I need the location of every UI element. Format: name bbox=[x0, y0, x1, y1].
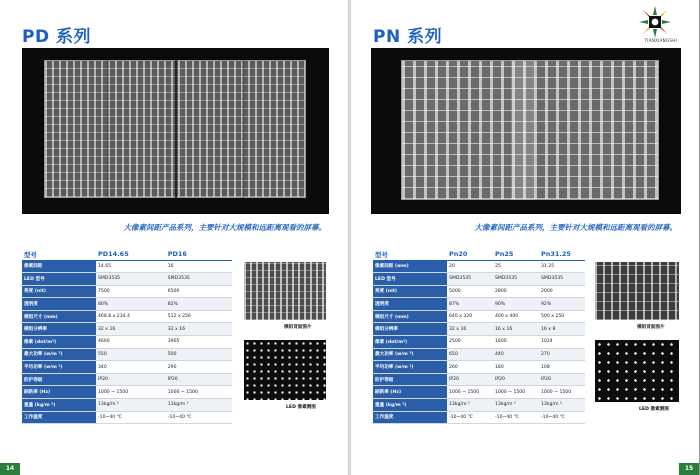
spec-value: 5000 bbox=[447, 285, 493, 298]
spec-value: 2800 bbox=[493, 285, 539, 298]
spec-row bbox=[22, 273, 232, 286]
spec-value: IP20 bbox=[493, 373, 539, 386]
spec-row bbox=[373, 361, 585, 374]
spec-value: SMD3535 bbox=[539, 273, 585, 286]
spec-value: 1000 ~ 1500 bbox=[539, 386, 585, 399]
page-number: 15 bbox=[679, 463, 699, 475]
spec-row bbox=[373, 273, 585, 286]
spec-value: 2500 bbox=[447, 336, 493, 349]
spec-value: 108 bbox=[539, 361, 585, 374]
spec-value: SMD3535 bbox=[166, 273, 232, 286]
series-slogan: 大像素间距产品系列，主要针对大规模和远距离观看的屏幕。 bbox=[123, 223, 326, 232]
spec-value: SMD3535 bbox=[96, 273, 166, 286]
spec-row bbox=[373, 411, 585, 424]
spec-header-model: Pn20 bbox=[447, 249, 493, 260]
spec-value: 6500 bbox=[166, 285, 232, 298]
spec-row bbox=[22, 373, 232, 386]
spec-label: 像素间距 (mm) bbox=[373, 260, 447, 273]
spec-value: 512 x 256 bbox=[166, 310, 232, 323]
spec-value: IP20 bbox=[166, 373, 232, 386]
spec-row bbox=[22, 260, 232, 273]
spec-value: 1000 ~ 1500 bbox=[447, 386, 493, 399]
right-page bbox=[351, 0, 699, 475]
spec-value: 13kg/m ² bbox=[539, 399, 585, 412]
spec-value: IP20 bbox=[96, 373, 166, 386]
spec-value: 1024 bbox=[539, 336, 585, 349]
spec-value: 25 bbox=[493, 260, 539, 273]
spec-value: 1000 ~ 1500 bbox=[166, 386, 232, 399]
spec-header-model: Pn31.25 bbox=[539, 249, 585, 260]
spec-value: 7500 bbox=[96, 285, 166, 298]
spec-value: 92% bbox=[539, 298, 585, 311]
logo-text: TIANXIANGSHI bbox=[644, 38, 677, 43]
spec-row bbox=[373, 399, 585, 412]
spec-value: -10~40 ℃ bbox=[447, 411, 493, 424]
spec-label: 亮度 (nit) bbox=[22, 285, 96, 298]
spec-value: 640 x 320 bbox=[447, 310, 493, 323]
spec-value: 13kg/m ² bbox=[447, 399, 493, 412]
spec-value: 16 x 8 bbox=[539, 323, 585, 336]
panel-highlight bbox=[511, 60, 535, 200]
spec-value: 13kg/m ² bbox=[96, 399, 166, 412]
spec-value: 1000 ~ 1500 bbox=[96, 386, 166, 399]
spec-row bbox=[373, 310, 585, 323]
product-photo-pn bbox=[371, 48, 681, 214]
spec-label: 平均功率 (w/m ²) bbox=[22, 361, 96, 374]
spec-header-row bbox=[22, 249, 232, 260]
spec-row bbox=[373, 285, 585, 298]
led-pixel-thumbnail bbox=[595, 340, 679, 402]
led-pixel-thumbnail bbox=[244, 340, 326, 400]
spec-value: SMD3535 bbox=[447, 273, 493, 286]
spec-value: 87% bbox=[447, 298, 493, 311]
spec-value: 468.8 x 234.4 bbox=[96, 310, 166, 323]
spec-value: -10~40 ℃ bbox=[166, 411, 232, 424]
spec-value: 270 bbox=[539, 348, 585, 361]
spec-header-model: PD14.65 bbox=[96, 249, 166, 260]
spec-value: 500 bbox=[166, 348, 232, 361]
spec-value: 13kg/m ² bbox=[493, 399, 539, 412]
panel-seam bbox=[107, 60, 109, 198]
spec-label: 防护等级 bbox=[22, 373, 96, 386]
spec-value: 650 bbox=[447, 348, 493, 361]
spec-label: 亮度 (nit) bbox=[373, 285, 447, 298]
panel-seam bbox=[175, 60, 177, 198]
spec-value: 16 x 16 bbox=[493, 323, 539, 336]
spec-header-label: 型号 bbox=[22, 249, 96, 260]
spec-row bbox=[22, 336, 232, 349]
spec-label: 像素 (dot/m²) bbox=[373, 336, 447, 349]
spec-label: 重量 (kg/m ²) bbox=[22, 399, 96, 412]
spec-label: 模组分辨率 bbox=[22, 323, 96, 336]
spec-label: 刷新率 (Hz) bbox=[22, 386, 96, 399]
spec-label: 平均功率 (w/m ²) bbox=[373, 361, 447, 374]
spec-value: -10~40 ℃ bbox=[539, 411, 585, 424]
thumbnail-caption: 模组背面图片 bbox=[284, 325, 312, 330]
spec-header-row bbox=[373, 249, 585, 260]
spec-header-model: PD16 bbox=[166, 249, 232, 260]
spec-header-model: Pn25 bbox=[493, 249, 539, 260]
spec-row bbox=[373, 323, 585, 336]
spec-value: 90% bbox=[493, 298, 539, 311]
spec-row bbox=[22, 399, 232, 412]
spec-value: 340 bbox=[96, 361, 166, 374]
module-back-thumbnail bbox=[244, 262, 326, 320]
spec-label: 防护等级 bbox=[373, 373, 447, 386]
spec-row bbox=[22, 348, 232, 361]
spec-table-pd bbox=[22, 249, 232, 424]
spec-row bbox=[373, 386, 585, 399]
sun-star-logo-icon bbox=[639, 6, 671, 38]
spec-value: SMD3535 bbox=[493, 273, 539, 286]
spec-value: 32 x 16 bbox=[96, 323, 166, 336]
spec-value: 13kg/m ² bbox=[166, 399, 232, 412]
spec-value: 14.65 bbox=[96, 260, 166, 273]
spec-row bbox=[373, 348, 585, 361]
spec-row bbox=[373, 298, 585, 311]
spec-label: 模组尺寸 (mm) bbox=[22, 310, 96, 323]
spec-row bbox=[373, 336, 585, 349]
spec-value: IP20 bbox=[447, 373, 493, 386]
spec-value: 3905 bbox=[166, 336, 232, 349]
spec-value: 1000 ~ 1500 bbox=[493, 386, 539, 399]
spec-row bbox=[22, 285, 232, 298]
thumbnail-caption: 模组背面图片 bbox=[637, 325, 665, 330]
spec-header-label: 型号 bbox=[373, 249, 447, 260]
spec-label: 刷新率 (Hz) bbox=[373, 386, 447, 399]
spec-row bbox=[22, 411, 232, 424]
spec-value: 16 bbox=[166, 260, 232, 273]
spec-label: 工作温度 bbox=[373, 411, 447, 424]
module-back-thumbnail bbox=[595, 262, 679, 320]
spec-value: 260 bbox=[447, 361, 493, 374]
spec-label: 最大功率 (w/m ²) bbox=[22, 348, 96, 361]
spec-label: 模组尺寸 (mm) bbox=[373, 310, 447, 323]
spec-value: 32 x 16 bbox=[166, 323, 232, 336]
spec-label: 透明度 bbox=[22, 298, 96, 311]
spec-value: 82% bbox=[166, 298, 232, 311]
spec-row bbox=[22, 298, 232, 311]
spec-label: LED 型号 bbox=[373, 273, 447, 286]
spec-label: 像素 (dot/m²) bbox=[22, 336, 96, 349]
spec-row bbox=[22, 386, 232, 399]
spec-label: 工作温度 bbox=[22, 411, 96, 424]
page-number: 14 bbox=[0, 463, 20, 475]
spec-row bbox=[22, 310, 232, 323]
spec-row bbox=[373, 373, 585, 386]
spec-value: 440 bbox=[493, 348, 539, 361]
spec-label: 模组分辨率 bbox=[373, 323, 447, 336]
spec-label: LED 型号 bbox=[22, 273, 96, 286]
spec-value: 550 bbox=[96, 348, 166, 361]
spec-label: 像素间距 bbox=[22, 260, 96, 273]
page-title: PD 系列 bbox=[22, 27, 91, 47]
spec-value: 4660 bbox=[96, 336, 166, 349]
thumbnail-caption: LED 像素测图 bbox=[639, 407, 669, 412]
spec-value: -10~40 ℃ bbox=[493, 411, 539, 424]
spec-row bbox=[373, 260, 585, 273]
spec-value: 500 x 250 bbox=[539, 310, 585, 323]
spec-value: 80% bbox=[96, 298, 166, 311]
left-page bbox=[0, 0, 348, 475]
spec-value: IP20 bbox=[539, 373, 585, 386]
spec-value: 20 bbox=[447, 260, 493, 273]
page-title: PN 系列 bbox=[373, 27, 443, 47]
spec-label: 透明度 bbox=[373, 298, 447, 311]
spec-row bbox=[22, 323, 232, 336]
spec-row bbox=[22, 361, 232, 374]
thumbnail-caption: LED 像素测图 bbox=[286, 405, 316, 410]
spec-value: 290 bbox=[166, 361, 232, 374]
panel-seam bbox=[242, 60, 244, 198]
spec-label: 重量 (kg/m ²) bbox=[373, 399, 447, 412]
spec-value: 2000 bbox=[539, 285, 585, 298]
spec-value: 400 x 400 bbox=[493, 310, 539, 323]
spec-value: -10~40 ℃ bbox=[96, 411, 166, 424]
series-slogan: 大像素间距产品系列，主要针对大规模和远距离观看的屏幕。 bbox=[474, 223, 677, 232]
spec-value: 1600 bbox=[493, 336, 539, 349]
product-photo-pd bbox=[22, 48, 329, 214]
spec-value: 180 bbox=[493, 361, 539, 374]
spec-table-pn bbox=[373, 249, 585, 424]
spec-label: 最大功率 (w/m ²) bbox=[373, 348, 447, 361]
spec-value: 31.25 bbox=[539, 260, 585, 273]
spec-value: 32 x 16 bbox=[447, 323, 493, 336]
